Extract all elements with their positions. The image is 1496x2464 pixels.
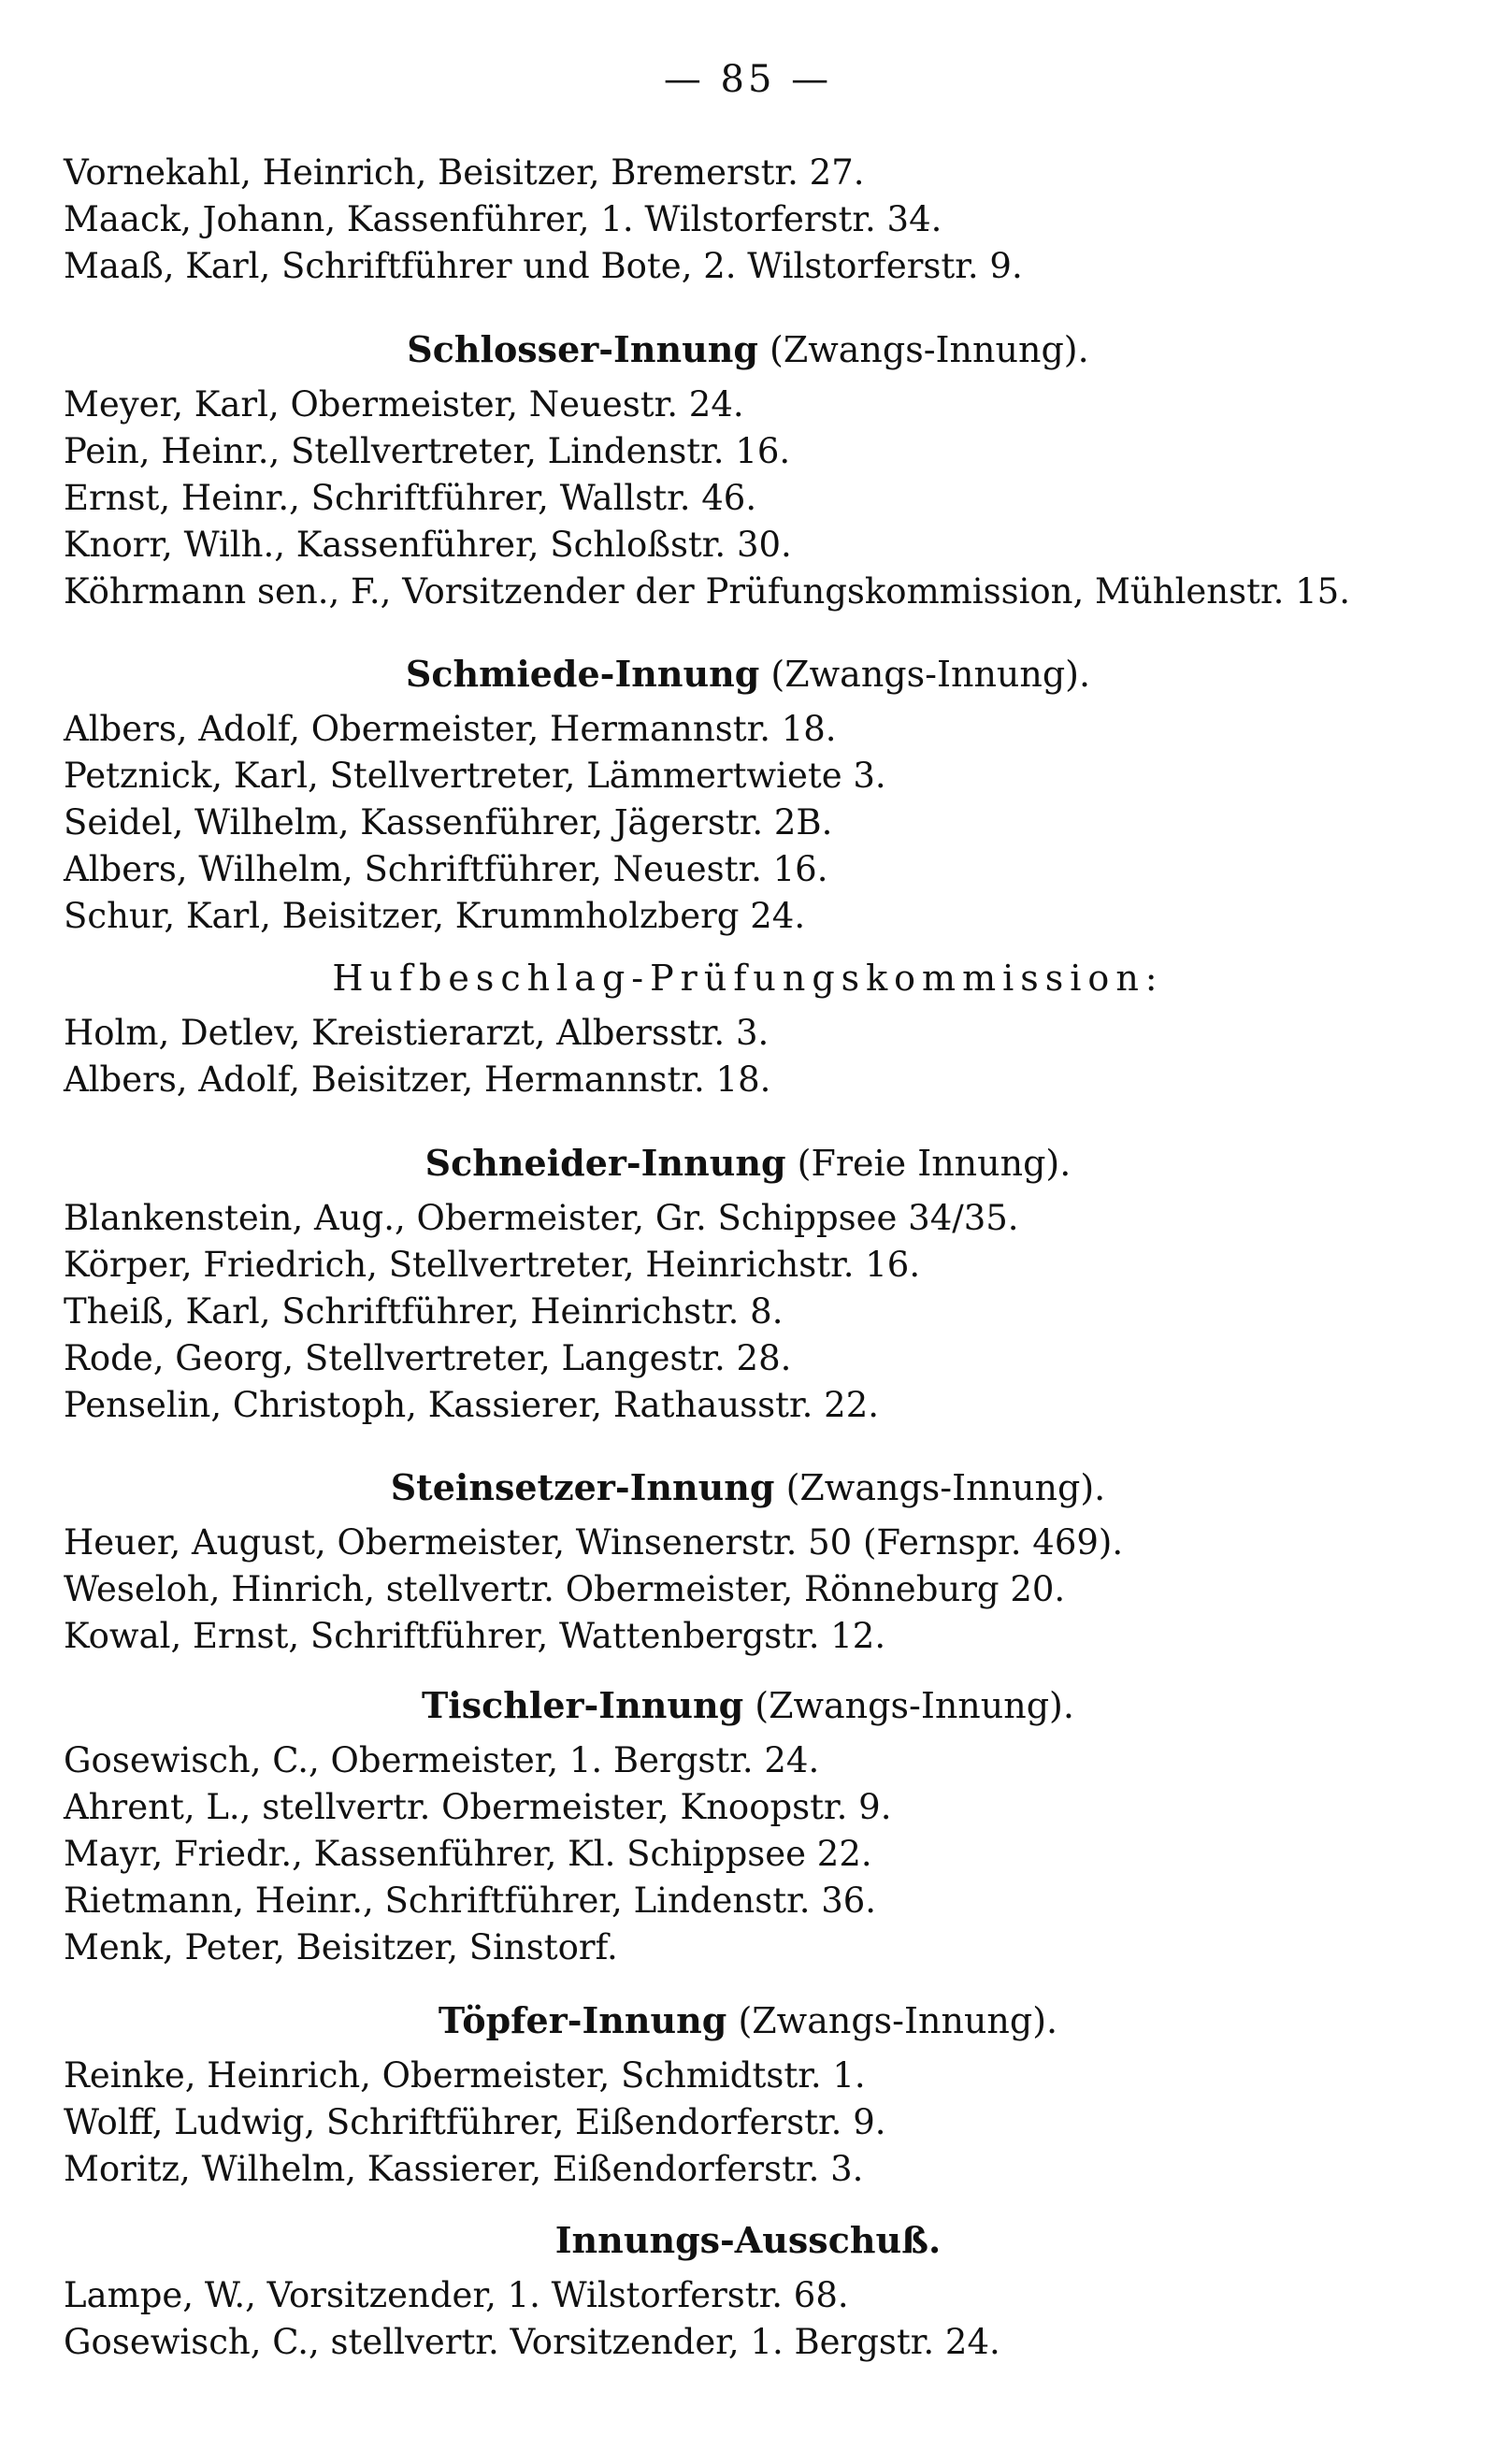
entry-line: Vornekahl, Heinrich, Beisitzer, Bremerstr. 27. bbox=[64, 152, 865, 193]
entry-line: Theiß, Karl, Schriftführer, Heinrichstr. 8. bbox=[64, 1291, 784, 1332]
section-heading bbox=[0, 2218, 1496, 2263]
entry-line: Maack, Johann, Kassenführer, 1. Wilstorferstr. 34. bbox=[64, 199, 942, 239]
entry-line: Pein, Heinr., Stellvertreter, Lindenstr. 16. bbox=[64, 431, 791, 471]
section-title: Schneider-Innung bbox=[424, 1142, 786, 1184]
entry-line: Albers, Adolf, Obermeister, Hermannstr. 18. bbox=[64, 709, 837, 749]
entry-line: Knorr, Wilh., Kassenführer, Schloßstr. 30. bbox=[64, 525, 792, 565]
section-heading bbox=[0, 956, 1496, 1001]
entry-line: Kowal, Ernst, Schriftführer, Wattenbergstr. 12. bbox=[64, 1616, 886, 1656]
section-heading bbox=[0, 327, 1496, 372]
entry-line: Wolff, Ludwig, Schriftführer, Eißendorferstr. 9. bbox=[64, 2102, 886, 2142]
entry-line: Albers, Adolf, Beisitzer, Hermannstr. 18. bbox=[64, 1059, 771, 1100]
entry-line: Blankenstein, Aug., Obermeister, Gr. Schippsee 34/35. bbox=[64, 1198, 1019, 1238]
entry-line: Mayr, Friedr., Kassenführer, Kl. Schippsee 22. bbox=[64, 1834, 872, 1874]
section-title: Töpfer-Innung bbox=[438, 1999, 727, 2041]
entry-line: Rietmann, Heinr., Schriftführer, Lindenstr. 36. bbox=[64, 1880, 877, 1921]
page-number: — 85 — bbox=[663, 58, 833, 101]
entry-line: Reinke, Heinrich, Obermeister, Schmidtstr. 1. bbox=[64, 2055, 866, 2096]
entry-line: Köhrmann sen., F., Vorsitzender der Prüfungskommission, Mühlenstr. 15. bbox=[64, 571, 1350, 612]
section-title: Tischler-Innung bbox=[422, 1684, 744, 1726]
section-subtitle: (Zwangs-Innung). bbox=[755, 1685, 1074, 1726]
entry-line: Rode, Georg, Stellvertreter, Langestr. 28. bbox=[64, 1338, 792, 1378]
section-title: Innungs-Ausschuß. bbox=[554, 2219, 942, 2261]
entry-line: Seidel, Wilhelm, Kassenführer, Jägerstr. 2B. bbox=[64, 802, 833, 843]
section-heading bbox=[0, 1998, 1496, 2043]
entry-line: Moritz, Wilhelm, Kassierer, Eißendorferstr. 3. bbox=[64, 2149, 864, 2189]
section-subtitle: (Zwangs-Innung). bbox=[770, 654, 1091, 695]
entry-line: Penselin, Christoph, Kassierer, Rathausstr. 22. bbox=[64, 1385, 880, 1425]
entry-line: Menk, Peter, Beisitzer, Sinstorf. bbox=[64, 1927, 618, 1967]
section-title: Hufbeschlag-Prüfungskommission: bbox=[332, 958, 1164, 999]
entry-line: Ahrent, L., stellvertr. Obermeister, Knoopstr. 9. bbox=[64, 1787, 892, 1827]
entry-line: Ernst, Heinr., Schriftführer, Wallstr. 46. bbox=[64, 478, 757, 518]
section-heading bbox=[0, 1141, 1496, 1186]
section-title: Schlosser-Innung bbox=[407, 328, 758, 370]
section-heading bbox=[0, 1683, 1496, 1728]
entry-line: Holm, Detlev, Kreistierarzt, Albersstr. 3. bbox=[64, 1013, 770, 1053]
section-title: Steinsetzer-Innung bbox=[390, 1466, 775, 1508]
entry-line: Heuer, August, Obermeister, Winsenerstr. 50 (Fernspr. 469). bbox=[64, 1522, 1124, 1563]
entry-line: Schur, Karl, Beisitzer, Krummholzberg 24. bbox=[64, 896, 806, 936]
entry-line: Gosewisch, C., Obermeister, 1. Bergstr. 24. bbox=[64, 1740, 820, 1780]
entry-line: Petznick, Karl, Stellvertreter, Lämmertwiete 3. bbox=[64, 756, 886, 796]
entry-line: Albers, Wilhelm, Schriftführer, Neuestr. 16. bbox=[64, 849, 828, 889]
entry-line: Meyer, Karl, Obermeister, Neuestr. 24. bbox=[64, 384, 744, 425]
section-subtitle: (Freie Innung). bbox=[797, 1143, 1072, 1184]
section-subtitle: (Zwangs-Innung). bbox=[770, 329, 1089, 370]
entry-line: Körper, Friedrich, Stellvertreter, Heinrichstr. 16. bbox=[64, 1245, 921, 1285]
entry-line: Maaß, Karl, Schriftführer und Bote, 2. Wilstorferstr. 9. bbox=[64, 246, 1023, 286]
section-title: Schmiede-Innung bbox=[405, 653, 760, 695]
section-heading bbox=[0, 1465, 1496, 1510]
entry-line: Weseloh, Hinrich, stellvertr. Obermeister, Rönneburg 20. bbox=[64, 1569, 1066, 1609]
section-heading bbox=[0, 652, 1496, 697]
section-subtitle: (Zwangs-Innung). bbox=[738, 2000, 1058, 2041]
section-subtitle: (Zwangs-Innung). bbox=[785, 1467, 1106, 1508]
entry-line: Lampe, W., Vorsitzender, 1. Wilstorferstr. 68. bbox=[64, 2275, 849, 2315]
entry-line: Gosewisch, C., stellvertr. Vorsitzender, 1. Bergstr. 24. bbox=[64, 2322, 1000, 2362]
